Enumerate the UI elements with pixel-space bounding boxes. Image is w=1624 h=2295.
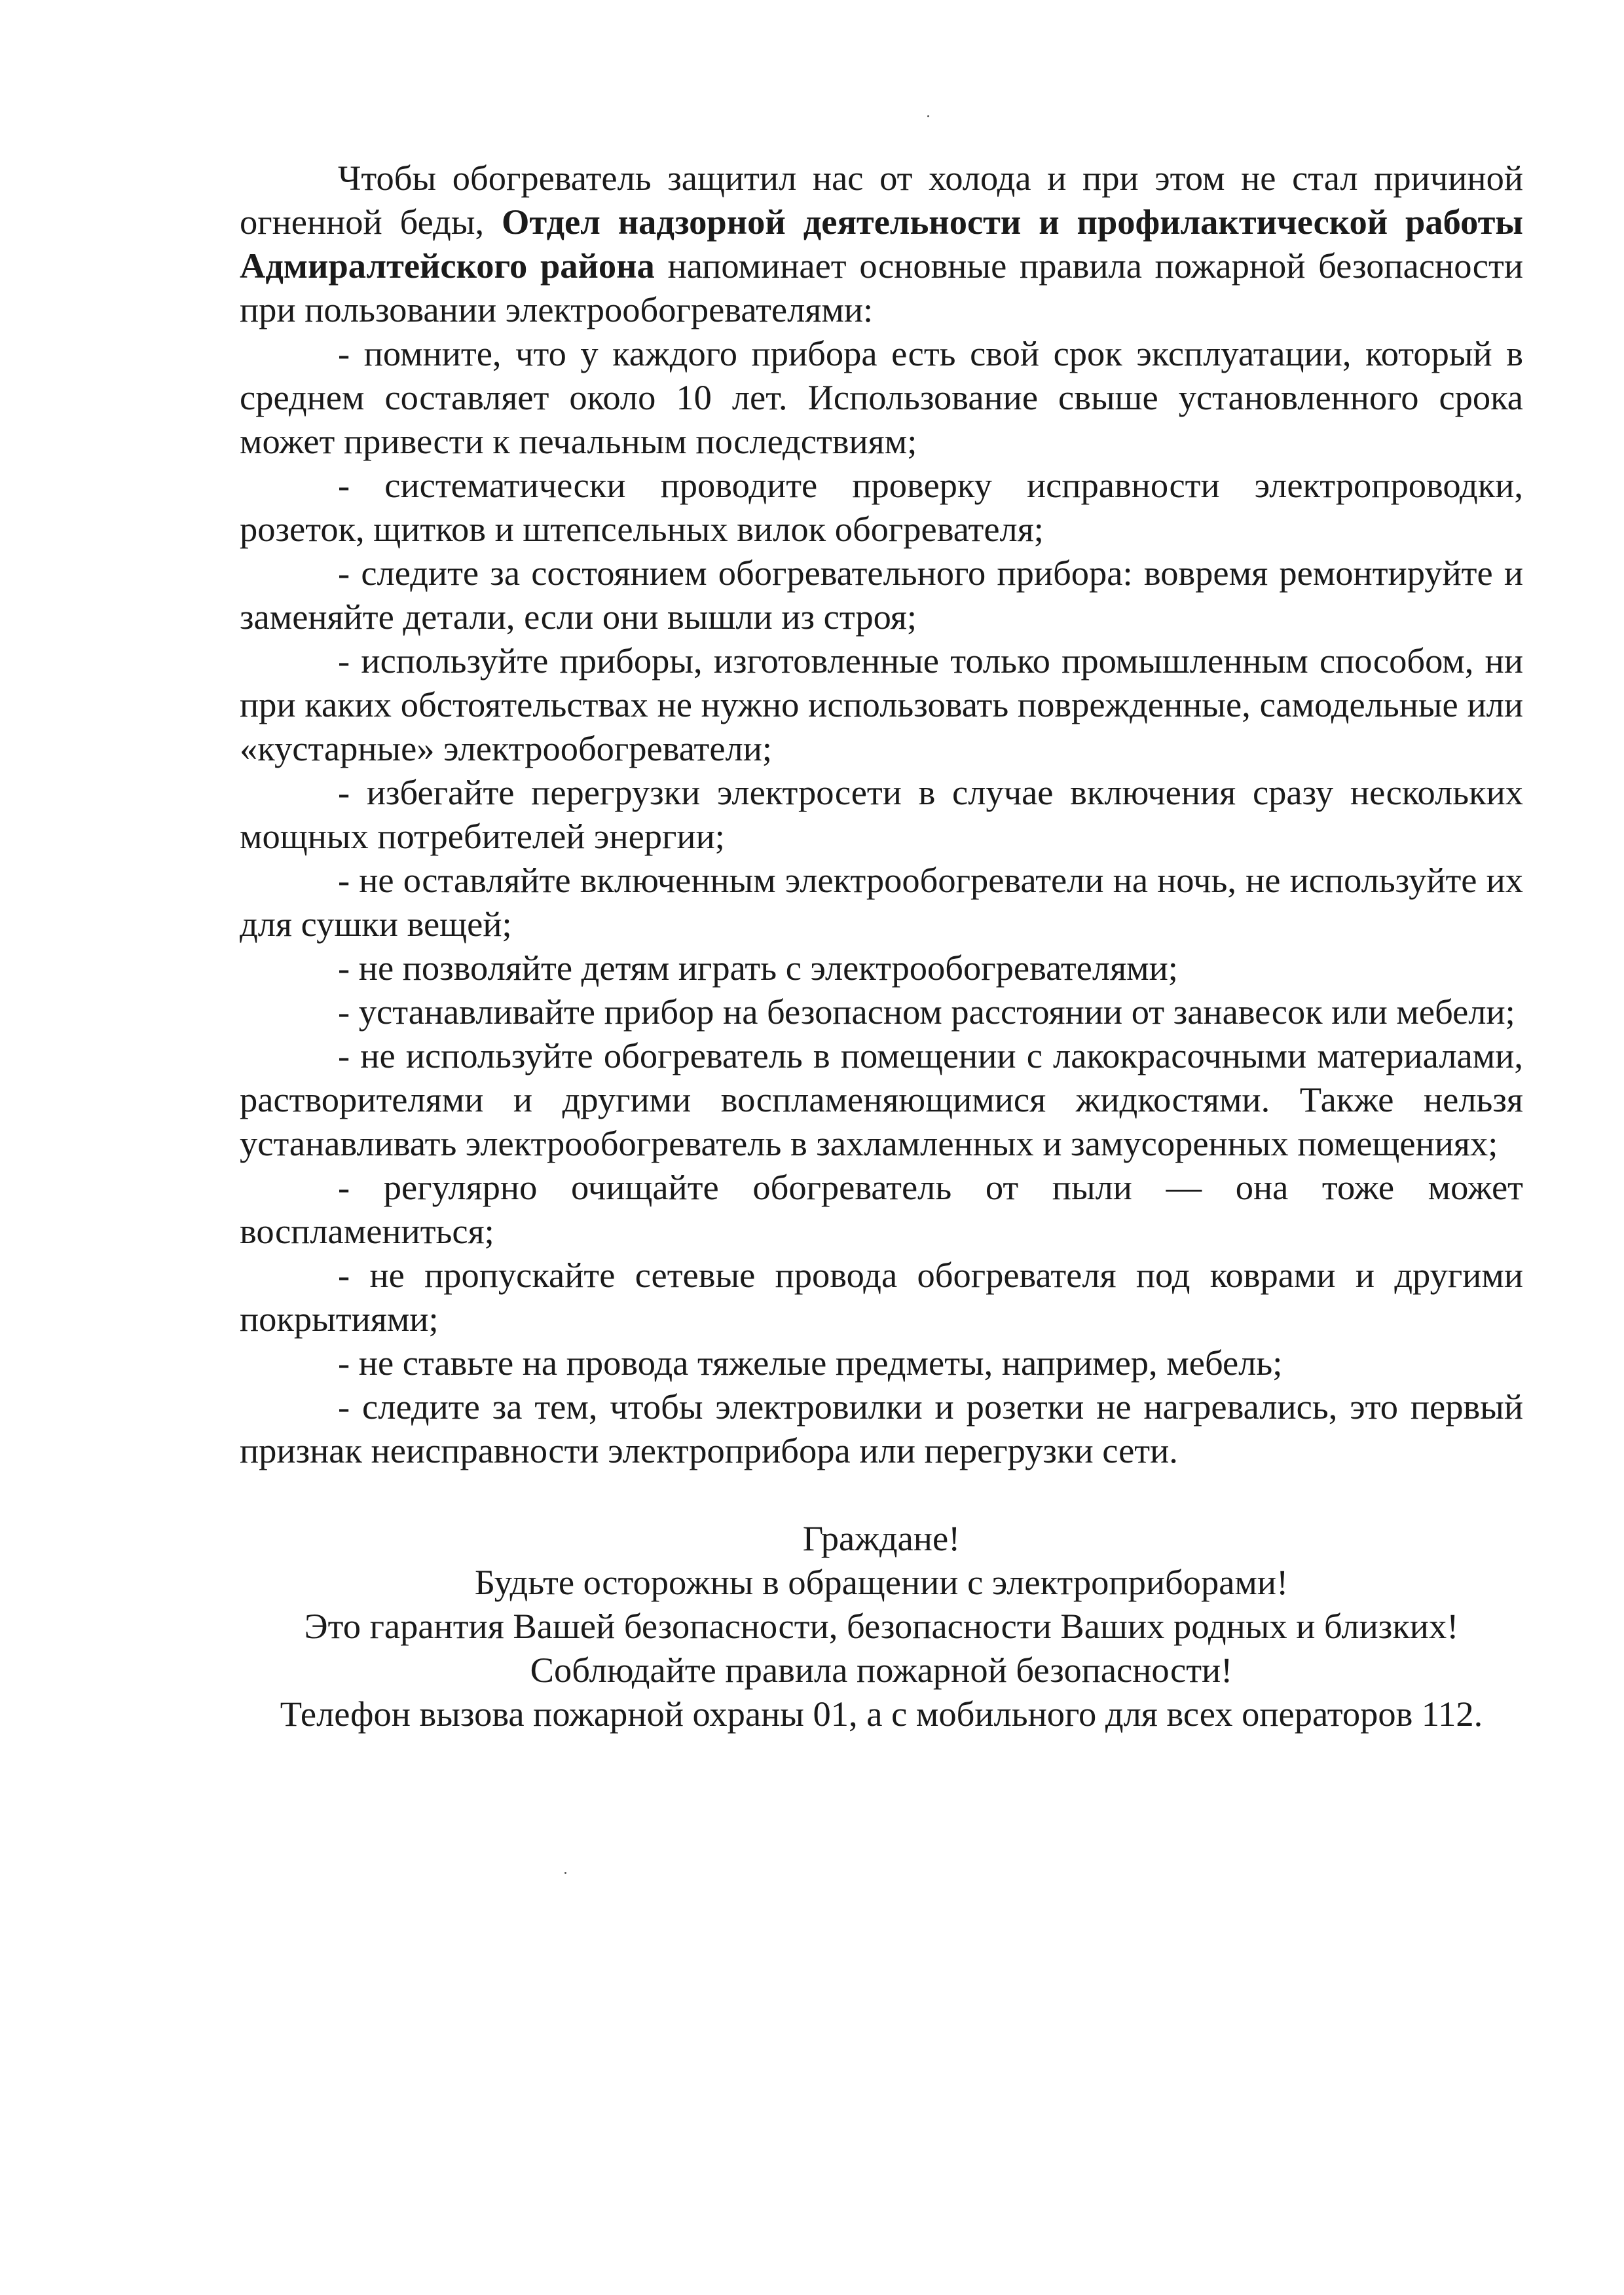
rule-item-11: - не пропускайте сетевые провода обогревателя под коврами и другими покрытиями; (240, 1255, 1523, 1339)
rule-item-9: - не используйте обогреватель в помещении с лакокрасочными материалами, растворителями и другими воспламеняющимися жидкостями. Также нельзя устанавливать электрообогреватель в захламленных и замусоренных помещениях; (240, 1036, 1523, 1163)
rule-item-8: - устанавливайте прибор на безопасном расстоянии от занавесок или мебели; (338, 992, 1515, 1032)
department-name: Отдел надзорной деятельности и профилактической работы Адмиралтейского района (240, 202, 1523, 286)
rule-item-12: - не ставьте на провода тяжелые предметы, например, мебель; (338, 1343, 1283, 1383)
rule-item-4: - используйте приборы, изготовленные только промышленным способом, ни при каких обстоятельствах не нужно использовать поврежденные, самодельные или «кустарные» электрообогреватели; (240, 641, 1523, 768)
rule-item-10: - регулярно очищайте обогреватель от пыли — она тоже может воспламениться; (240, 1167, 1523, 1251)
rule-item-5: - избегайте перегрузки электросети в случае включения сразу нескольких мощных потребителей энергии; (240, 772, 1523, 856)
rule-item-7: - не позволяйте детям играть с электрообогревателями; (338, 948, 1178, 988)
rule-item-2: - систематически проводите проверку исправности электропроводки, розеток, щитков и штепсельных вилок обогревателя; (240, 465, 1523, 549)
emergency-phone-line: Телефон вызова пожарной охраны 01, а с мобильного для всех операторов 112. (280, 1694, 1483, 1734)
rule-item-6: - не оставляйте включенным электрообогреватели на ночь, не используйте их для сушки вещей; (240, 860, 1523, 944)
closing-caution: Будьте осторожны в обращении с электроприборами! (474, 1562, 1289, 1602)
closing-appeal (240, 1516, 1523, 1736)
rule-item-3: - следите за состоянием обогревательного прибора: вовремя ремонтируйте и заменяйте детали, если они вышли из строя; (240, 553, 1523, 637)
intro-text-end: напоминает основные правила пожарной безопасности при пользовании электрообогревателями: (240, 246, 1523, 329)
closing-greeting: Граждане! (802, 1518, 961, 1558)
scan-speck-bottom (564, 1872, 566, 1874)
scan-speck-top (927, 115, 929, 117)
document-body (240, 156, 1523, 1736)
rule-item-13: - следите за тем, чтобы электровилки и розетки не нагревались, это первый признак неисправности электроприбора или перегрузки сети. (240, 1387, 1523, 1470)
rule-item-1: - помните, что у каждого прибора есть свой срок эксплуатации, который в среднем составляет около 10 лет. Использование свыше установленного срока может привести к печальным последствиям; (240, 333, 1523, 461)
intro-paragraph (240, 156, 1523, 331)
closing-rules-reminder: Соблюдайте правила пожарной безопасности! (530, 1650, 1233, 1690)
closing-guarantee: Это гарантия Вашей безопасности, безопасности Ваших родных и близких! (304, 1606, 1459, 1646)
intro-text-start: Чтобы обогреватель защитил нас от холода и при этом не стал причиной огненной беды, (240, 158, 1523, 242)
